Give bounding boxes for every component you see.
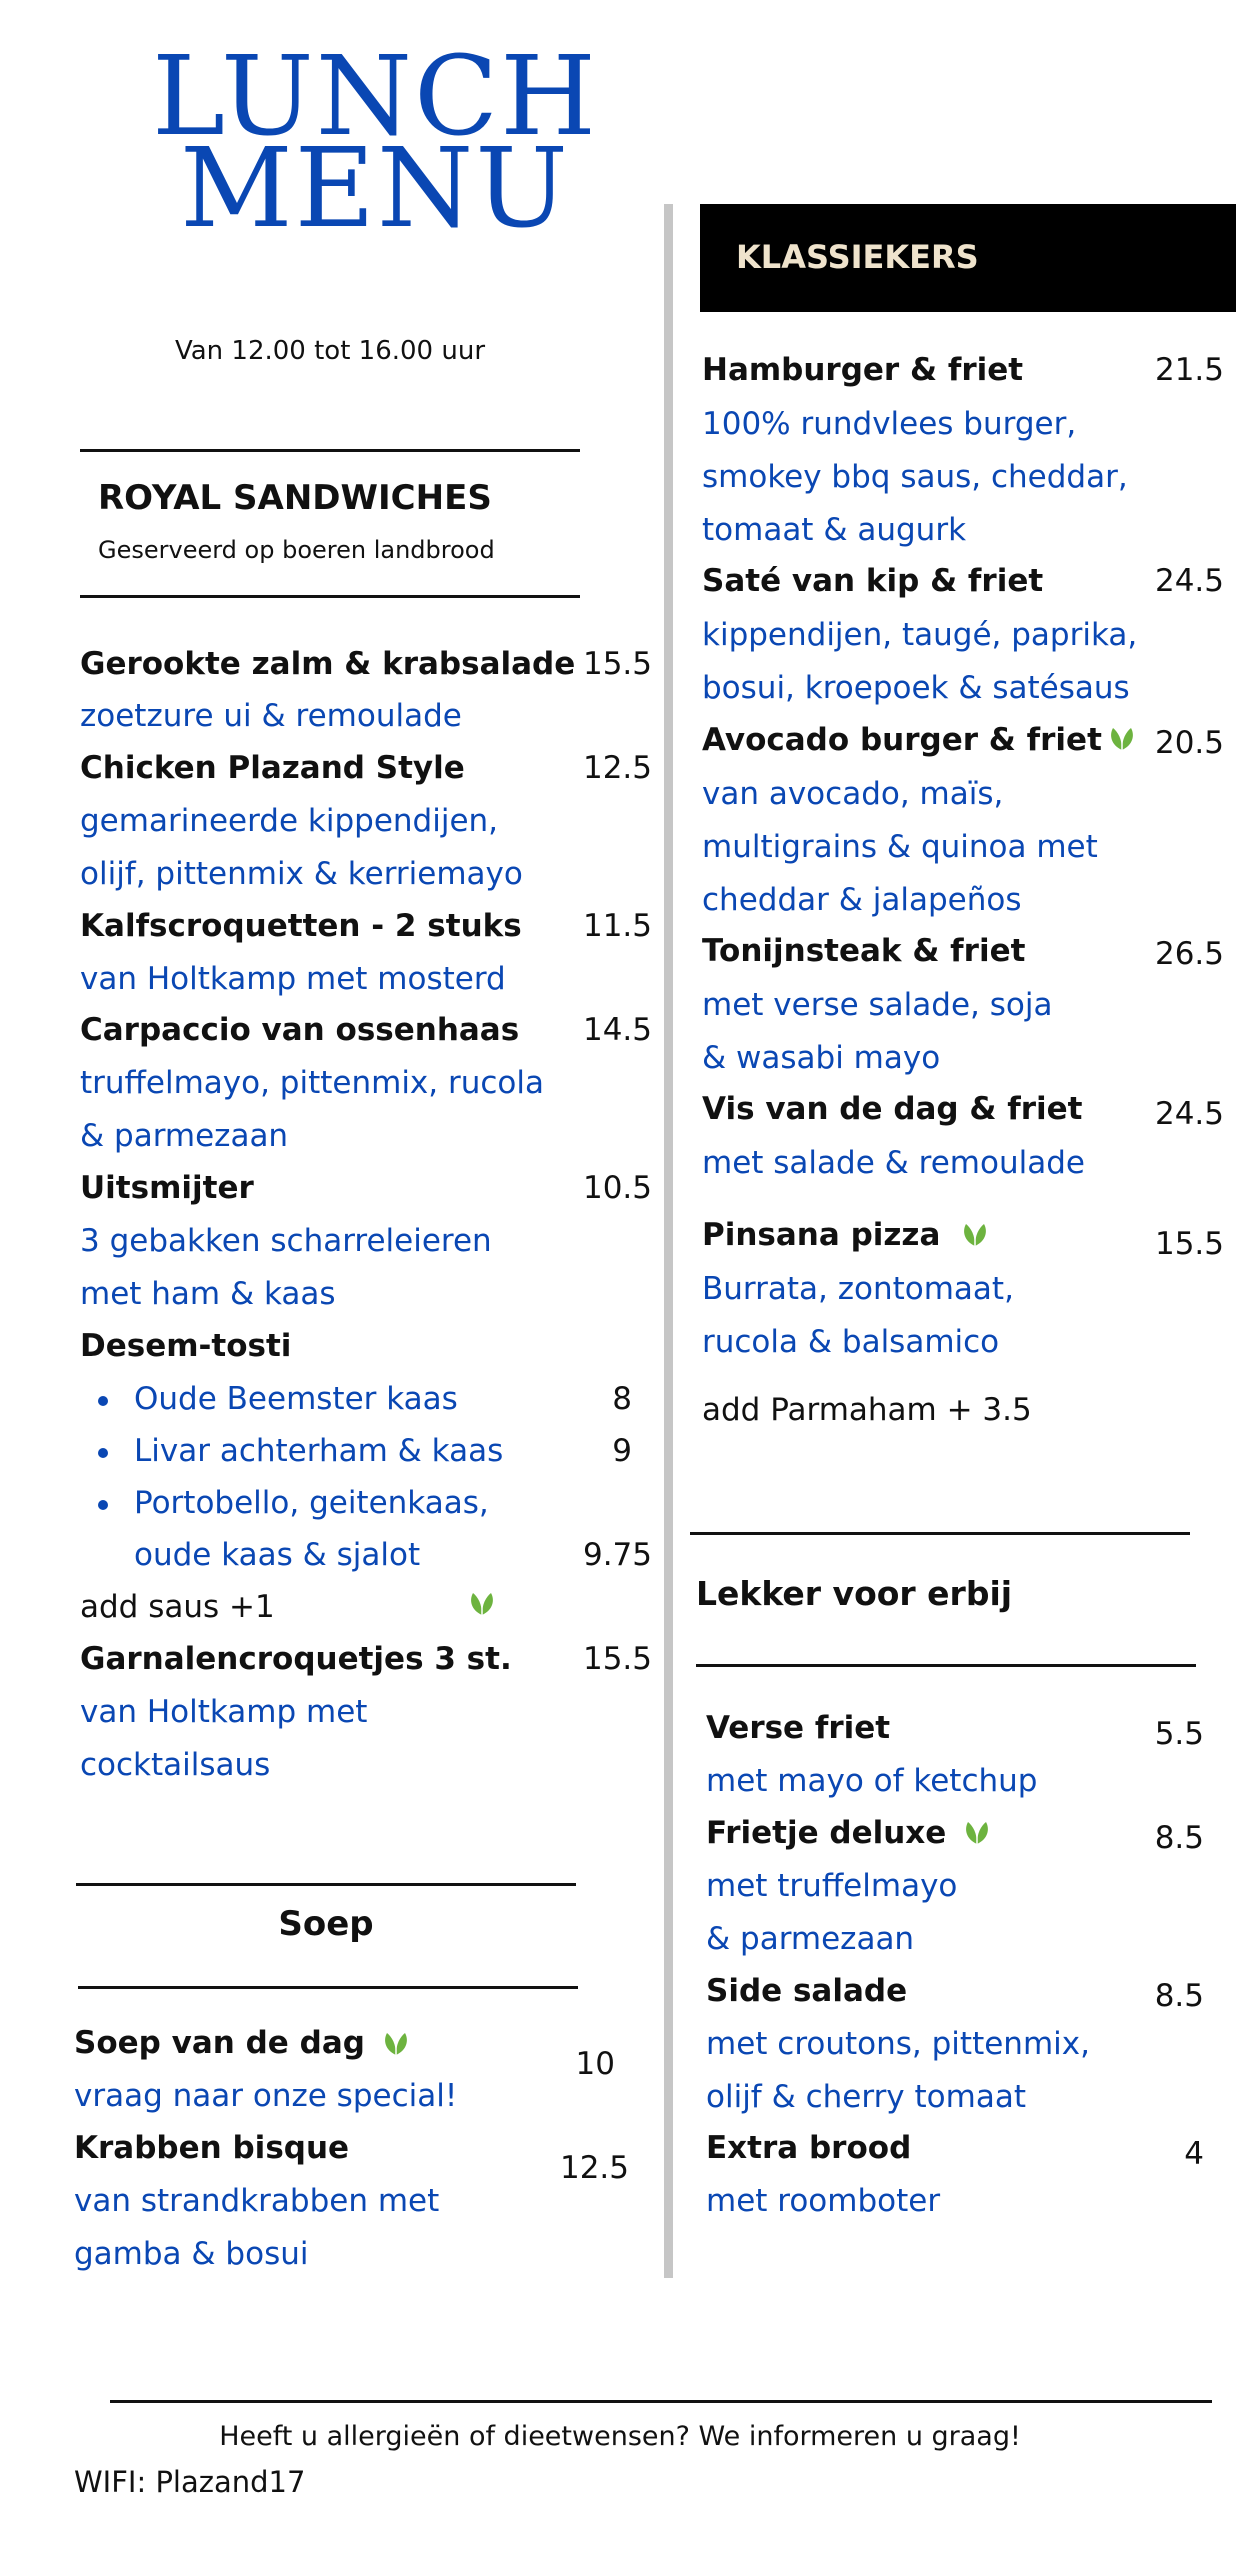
opening-hours: Van 12.00 tot 16.00 uur (174, 336, 486, 366)
section-title-classics: KLASSIEKERS (736, 238, 979, 276)
leaf-icon (960, 1219, 990, 1249)
tosti-option-label: Oude Beemster kaas (134, 1381, 458, 1417)
menu-item-name: Frietje deluxe (706, 1815, 947, 1851)
menu-item-description: & wasabi mayo (702, 1040, 941, 1076)
menu-item-name: Chicken Plazand Style (80, 750, 465, 786)
menu-item-name: Extra brood (706, 2130, 912, 2166)
menu-item-description: bosui, kroepoek & satésaus (702, 670, 1130, 706)
menu-item-price: 8.5 (1154, 1978, 1204, 2014)
menu-item-description: smokey bbq saus, cheddar, (702, 459, 1128, 495)
leaf-icon (467, 1588, 497, 1618)
menu-item-name: Tonijnsteak & friet (702, 933, 1026, 969)
menu-item-price: 24.5 (1154, 563, 1224, 599)
menu-item-description: & parmezaan (80, 1118, 289, 1154)
divider-line (76, 1883, 576, 1886)
section-subtitle-sandwiches: Geserveerd op boeren landbrood (98, 536, 495, 564)
menu-item-description: 100% rundvlees burger, (702, 406, 1077, 442)
section-title-sides: Lekker voor erbij (696, 1574, 1013, 1613)
menu-item-name: Carpaccio van ossenhaas (80, 1012, 520, 1048)
menu-item-description: olijf & cherry tomaat (706, 2079, 1026, 2115)
section-title-soup: Soep (278, 1904, 374, 1944)
tosti-option (98, 1381, 458, 1417)
tosti-option-price: 9.75 (582, 1537, 652, 1573)
menu-item-description: met ham & kaas (80, 1276, 336, 1312)
tosti-option-label: Portobello, geitenkaas, (134, 1485, 489, 1521)
menu-item-description: met croutons, pittenmix, (706, 2026, 1090, 2062)
menu-item-name: Desem-tosti (80, 1328, 292, 1364)
menu-item-description: van avocado, maïs, (702, 776, 1004, 812)
title-menu: MENU (180, 124, 570, 252)
menu-item-name: Krabben bisque (74, 2130, 350, 2166)
menu-item-price: 15.5 (1154, 1226, 1224, 1262)
divider-line (80, 595, 580, 598)
allergy-note: Heeft u allergieën of dieetwensen? We informeren u graag! (219, 2421, 1021, 2452)
menu-item-description: cheddar & jalapeños (702, 882, 1022, 918)
menu-item-price: 12.5 (559, 2150, 629, 2186)
menu-item-price: 14.5 (582, 1012, 652, 1048)
wifi-info: WIFI: Plazand17 (74, 2465, 306, 2499)
divider-line (80, 449, 580, 452)
menu-item-name: Hamburger & friet (702, 352, 1024, 388)
menu-item-description: met roomboter (706, 2183, 941, 2219)
menu-item-description: van Holtkamp met (80, 1694, 368, 1730)
menu-item-description: kippendijen, taugé, paprika, (702, 617, 1138, 653)
menu-item-description: met mayo of ketchup (706, 1763, 1038, 1799)
menu-item-name: Kalfscroquetten - 2 stuks (80, 908, 522, 944)
menu-item-price: 21.5 (1154, 352, 1224, 388)
title-lunch: LUNCH (151, 32, 599, 160)
menu-item-description: vraag naar onze special! (74, 2078, 458, 2114)
add-sauce: add saus +1 (80, 1589, 275, 1625)
menu-item-description: & parmezaan (706, 1921, 915, 1957)
leaf-icon (962, 1817, 992, 1847)
tosti-option-price: 8 (612, 1381, 632, 1417)
menu-item-name: Pinsana pizza (702, 1217, 941, 1253)
menu-item-price: 24.5 (1154, 1096, 1224, 1132)
tosti-option-label-cont: oude kaas & sjalot (134, 1537, 421, 1573)
menu-item-description: met salade & remoulade (702, 1145, 1085, 1181)
menu-item-name: Saté van kip & friet (702, 563, 1044, 599)
menu-item-description: van Holtkamp met mosterd (80, 961, 506, 997)
menu-item-description: met truffelmayo (706, 1868, 958, 1904)
menu-item-price: 15.5 (582, 1641, 652, 1677)
menu-item-name: Soep van de dag (74, 2025, 365, 2061)
divider-line (696, 1664, 1196, 1667)
tosti-option-price: 9 (612, 1433, 632, 1469)
menu-item-description: Burrata, zontomaat, (702, 1271, 1014, 1307)
menu-item-description: gemarineerde kippendijen, (80, 803, 499, 839)
menu-item-description: tomaat & augurk (702, 512, 967, 548)
menu-item-price: 11.5 (582, 908, 652, 944)
section-header-classics (700, 204, 1236, 312)
menu-item-name: Verse friet (706, 1710, 891, 1746)
menu-item-price: 26.5 (1154, 936, 1224, 972)
menu-item-name: Side salade (706, 1973, 908, 2009)
menu-item-description: rucola & balsamico (702, 1324, 1000, 1360)
menu-item-name: Vis van de dag & friet (702, 1091, 1083, 1127)
menu-item-name: Garnalencroquetjes 3 st. (80, 1641, 512, 1677)
menu-item-name: Gerookte zalm & krabsalade (80, 646, 576, 682)
menu-item-description: met verse salade, soja (702, 987, 1053, 1023)
menu-item-description: multigrains & quinoa met (702, 829, 1098, 865)
menu-item-price: 10.5 (582, 1170, 652, 1206)
tosti-option-label: Livar achterham & kaas (134, 1433, 504, 1469)
menu-item-price: 5.5 (1154, 1716, 1204, 1752)
column-divider (664, 204, 673, 2278)
menu-item-description: zoetzure ui & remoulade (80, 698, 462, 734)
tosti-option (98, 1433, 503, 1469)
menu-item-description: olijf, pittenmix & kerriemayo (80, 856, 523, 892)
menu-item-price: 10 (575, 2046, 615, 2082)
tosti-option (98, 1485, 489, 1521)
menu-item-name: Avocado burger & friet (702, 722, 1102, 758)
addon-text: add Parmaham + 3.5 (702, 1392, 1032, 1428)
footer-divider (110, 2400, 1212, 2403)
divider-line (78, 1986, 578, 1989)
menu-item-price: 15.5 (582, 646, 652, 682)
leaf-icon (1107, 723, 1137, 753)
menu-item-price: 20.5 (1154, 725, 1224, 761)
menu-item-description: 3 gebakken scharreleieren (80, 1223, 492, 1259)
menu-item-description: van strandkrabben met (74, 2183, 440, 2219)
leaf-icon (381, 2028, 411, 2058)
menu-item-description: cocktailsaus (80, 1747, 271, 1783)
section-title-sandwiches: ROYAL SANDWICHES (98, 478, 492, 518)
menu-item-description: truffelmayo, pittenmix, rucola (80, 1065, 545, 1101)
menu-item-description: gamba & bosui (74, 2236, 309, 2272)
menu-item-price: 4 (1184, 2136, 1204, 2172)
divider-line (690, 1532, 1190, 1535)
menu-item-price: 12.5 (582, 750, 652, 786)
menu-item-name: Uitsmijter (80, 1170, 254, 1206)
menu-item-price: 8.5 (1154, 1820, 1204, 1856)
